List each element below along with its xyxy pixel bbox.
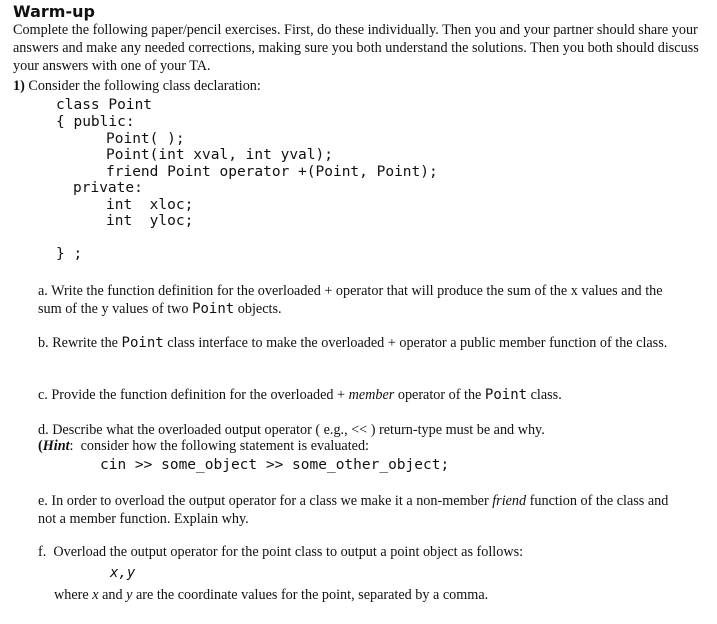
part-f-where (54, 586, 488, 604)
intro-paragraph: Complete the following paper/pencil exercises. First, do these individually. Then you and your partner should share your answers and make any needed corrections, making sure you both understand the solutions. Then you both should discuss your answers with one of your TA. (13, 22, 699, 74)
page-title: Warm-up (13, 2, 95, 21)
part-e-text: e. In order to overload the output operator for a class we make it a non-member (38, 493, 493, 509)
part-c-text-mid: operator of the (394, 387, 485, 403)
part-a-text: a. Write the function definition for the overloaded + operator that will produce the sum of the x values and the sum of the y values of two (38, 283, 663, 317)
part-b (38, 334, 683, 352)
code-line-9: } ; (56, 246, 83, 262)
part-c-text-end: class. (527, 387, 562, 403)
where-text-2: and (98, 587, 127, 603)
code-line-8: int yloc; (106, 213, 194, 229)
part-c-code: Point (484, 387, 528, 403)
where-y: y (126, 587, 133, 603)
code-line-2: { public: (56, 114, 135, 130)
question-1 (13, 77, 261, 95)
code-line-6: private: (73, 180, 143, 196)
question-text: Consider the following class declaration: (28, 78, 261, 94)
part-a-text-end: objects. (234, 301, 282, 317)
where-text-1: where (54, 587, 93, 603)
part-d-code: cin >> some_object >> some_other_object; (100, 457, 450, 473)
hint-text: : consider how the following statement is evaluated: (69, 438, 369, 454)
where-text-3: are the coordinate values for the point, separated by a comma. (132, 587, 489, 603)
hint-open: ( (38, 438, 43, 454)
code-line-3: Point( ); (106, 131, 185, 147)
part-c-text: c. Provide the function definition for the overloaded + (38, 387, 349, 403)
part-d: d. Describe what the overloaded output operator ( e.g., << ) return-type must be and why. (38, 422, 545, 438)
hint-label: Hint (42, 438, 70, 454)
code-line-4: Point(int xval, int yval); (106, 147, 333, 163)
part-d-hint (38, 437, 369, 455)
part-b-text: b. Rewrite the (38, 335, 122, 351)
part-e-italic: friend (492, 493, 527, 509)
part-a-code: Point (192, 301, 235, 317)
part-b-text-end: class interface to make the overloaded + operator a public member function of the class. (163, 335, 668, 351)
code-line-1: class Point (56, 97, 153, 113)
part-e-text-end: function of the class and not a member function. Explain why. (38, 493, 669, 527)
part-f-format: x,y (110, 565, 136, 581)
part-e (38, 492, 683, 528)
part-c-italic: member (348, 387, 395, 403)
where-x: x (92, 587, 99, 603)
code-line-5: friend Point operator +(Point, Point); (106, 164, 438, 180)
part-b-code: Point (121, 335, 164, 351)
part-a (38, 282, 683, 318)
code-line-7: int xloc; (106, 197, 194, 213)
part-c (38, 386, 683, 404)
question-number: 1) (13, 78, 25, 94)
part-f: f. Overload the output operator for the point class to output a point object as follows: (38, 544, 524, 560)
